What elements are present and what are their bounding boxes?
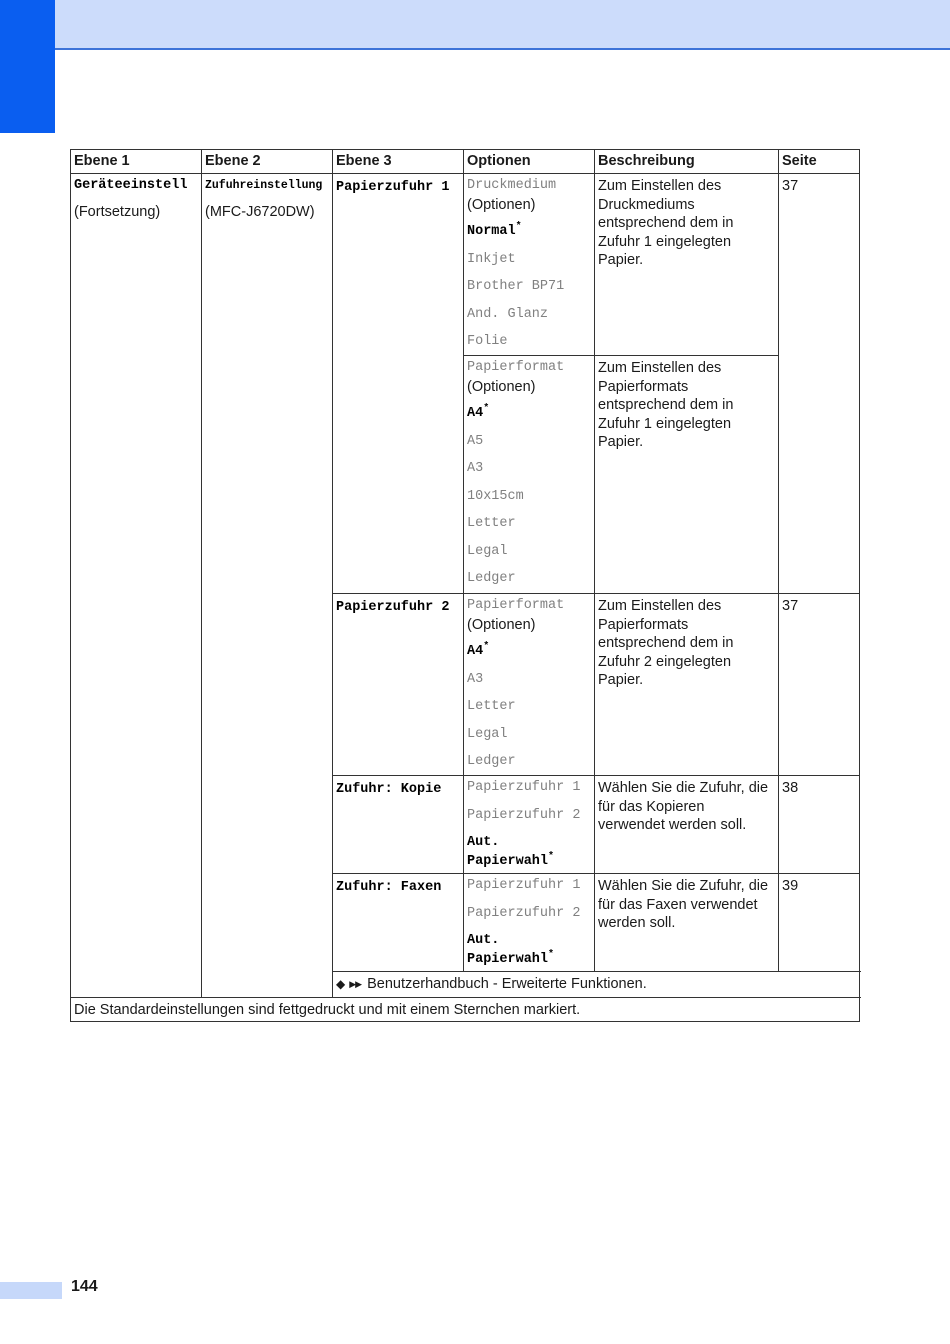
option-item: Legal	[467, 726, 508, 742]
level2-name: Zufuhreinstellung	[205, 179, 323, 192]
footer-note-row	[71, 997, 860, 1022]
footer-reference-text: Benutzerhandbuch - Erweiterte Funktionen.	[367, 976, 647, 992]
default-marker: *	[548, 851, 555, 862]
description-cell: Wählen Sie die Zufuhr, die für das Faxen verwendet werden soll.	[595, 874, 779, 972]
option-item: Folie	[467, 334, 508, 349]
option-item: Ledger	[467, 754, 516, 769]
option-item: Papierzufuhr 1	[467, 780, 581, 795]
level3-name: Papierzufuhr 1	[336, 180, 450, 195]
chapter-tab	[0, 0, 55, 133]
page-cell: 38	[779, 776, 860, 874]
option-item: Letter	[467, 699, 516, 714]
header-page: Seite	[779, 150, 860, 174]
option-default: Aut. Papierwahl*	[467, 835, 555, 869]
option-item: And. Glanz	[467, 306, 549, 322]
option-item: A3	[467, 671, 484, 687]
description-cell: Wählen Sie die Zufuhr, die für das Kopieren verwendet werden soll.	[595, 776, 779, 874]
option-item: Inkjet	[467, 251, 516, 267]
page-number: 144	[71, 1278, 98, 1295]
options-cell	[464, 356, 595, 594]
options-cell	[464, 594, 595, 776]
option-item: Legal	[467, 543, 508, 559]
level3-name: Zufuhr: Faxen	[336, 880, 442, 895]
option-item: Brother BP71	[467, 279, 565, 294]
footer-note-text: Die Standardeinstellungen sind fettgedruckt und mit einem Sternchen markiert.	[71, 997, 860, 1022]
options-cell	[464, 874, 595, 972]
default-marker: *	[515, 221, 522, 233]
level3-name: Papierzufuhr 2	[336, 600, 450, 615]
page-cell: 39	[779, 874, 860, 972]
option-default: A4*	[467, 403, 490, 421]
level1-name: Geräteeinstell	[74, 178, 188, 193]
options-cell	[464, 776, 595, 874]
default-marker: *	[548, 949, 555, 960]
option-item: Papierzufuhr 2	[467, 905, 581, 921]
level1-cell	[71, 174, 202, 998]
description-cell: Zum Einstellen des Druckmediums entsprechend dem in Zufuhr 1 eingelegten Papier.	[595, 174, 779, 356]
option-item: Letter	[467, 516, 516, 531]
description-cell: Zum Einstellen des Papierformats entsprechend dem in Zufuhr 1 eingelegten Papier.	[595, 356, 779, 594]
table-header-row	[71, 150, 860, 174]
diamond-icon: ◆	[336, 977, 346, 991]
options-cell	[464, 174, 595, 356]
level3-name: Zufuhr: Kopie	[336, 782, 442, 797]
options-note: (Optionen)	[467, 616, 536, 633]
level3-cell	[333, 874, 464, 972]
option-default: Aut. Papierwahl*	[467, 933, 555, 967]
level3-cell	[333, 174, 464, 594]
option-item: A5	[467, 433, 484, 449]
options-note: (Optionen)	[467, 196, 536, 213]
page-cell: 37	[779, 174, 860, 594]
settings-table	[70, 149, 860, 1022]
table-row	[71, 174, 860, 356]
header-band	[0, 0, 950, 50]
option-item: 10x15cm	[467, 488, 524, 504]
header-description: Beschreibung	[595, 150, 779, 174]
header-level1: Ebene 1	[71, 150, 202, 174]
double-arrow-icon: ▶▶	[349, 979, 362, 989]
page-number-band	[0, 1282, 62, 1299]
option-default: A4*	[467, 641, 490, 659]
header-options: Optionen	[464, 150, 595, 174]
level3-cell	[333, 594, 464, 776]
level2-model: (MFC-J6720DW)	[205, 203, 315, 220]
option-item: Papierzufuhr 2	[467, 807, 581, 823]
option-default: Normal*	[467, 221, 522, 239]
setting-name: Druckmedium	[467, 178, 557, 193]
setting-name: Papierformat	[467, 598, 565, 613]
description-cell: Zum Einstellen des Papierformats entsprechend dem in Zufuhr 2 eingelegten Papier.	[595, 594, 779, 776]
options-note: (Optionen)	[467, 378, 536, 395]
level1-continued: (Fortsetzung)	[74, 203, 161, 220]
header-level2: Ebene 2	[202, 150, 333, 174]
default-marker: *	[483, 641, 490, 653]
page-cell: 37	[779, 594, 860, 776]
default-marker: *	[483, 403, 490, 415]
level3-cell	[333, 776, 464, 874]
setting-name: Papierformat	[467, 360, 565, 375]
footer-reference-cell	[333, 972, 860, 998]
header-level3: Ebene 3	[333, 150, 464, 174]
option-item: Papierzufuhr 1	[467, 878, 581, 893]
option-item: A3	[467, 461, 484, 476]
option-item: Ledger	[467, 571, 516, 586]
level2-cell	[202, 174, 333, 998]
